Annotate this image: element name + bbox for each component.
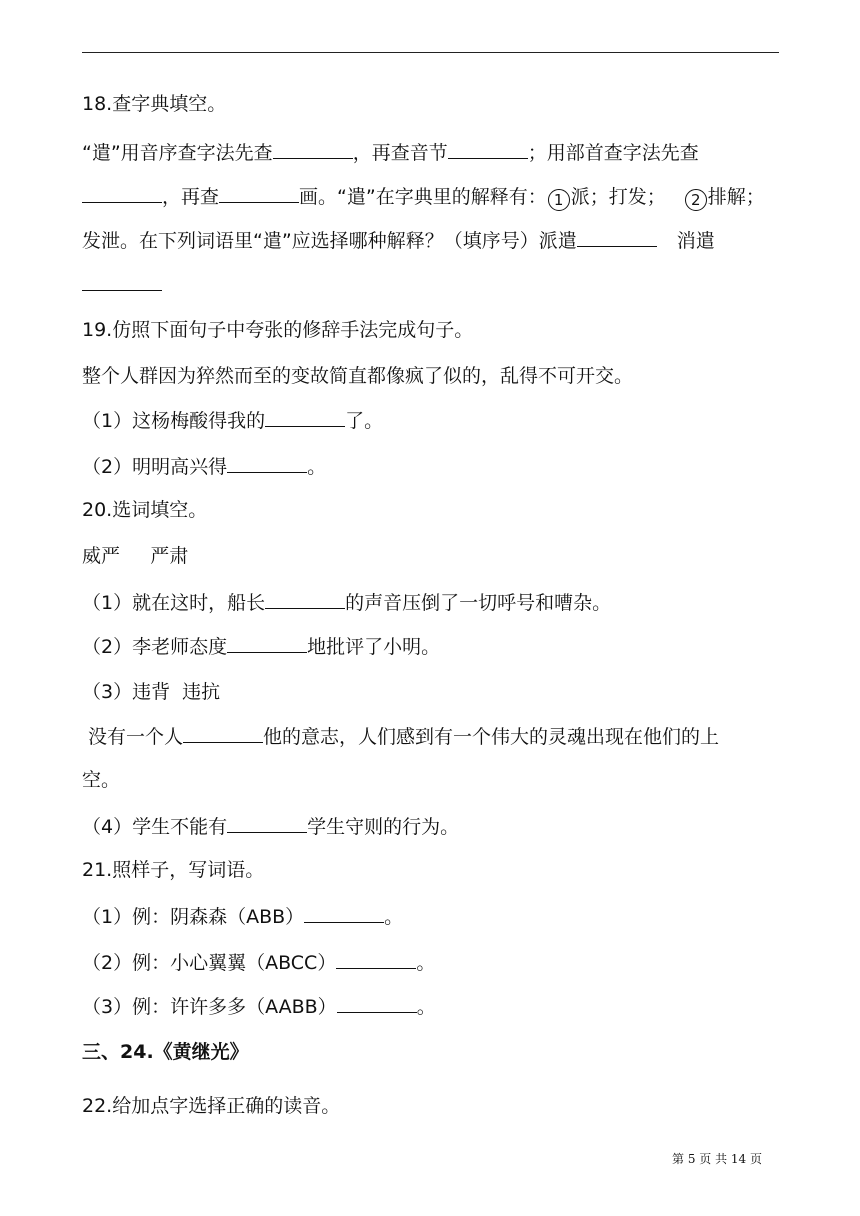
circled-number-2: 2 [685, 189, 707, 211]
q19-title: 19.仿照下面句子中夸张的修辞手法完成句子。 [82, 319, 474, 341]
blank[interactable] [183, 724, 263, 743]
q18-title: 18.查字典填空。 [82, 93, 227, 115]
q20-item-4: （4）学生不能有 学生守则的行为。 [82, 816, 460, 838]
blank[interactable] [577, 228, 657, 247]
circled-number-1: 1 [548, 189, 570, 211]
blank[interactable] [219, 184, 299, 203]
q20-sentence-line-2: 空。 [82, 769, 121, 791]
q22-title: 22.给加点字选择正确的读音。 [82, 1095, 341, 1117]
section-title: 三、24.《黄继光》 [82, 1041, 249, 1063]
blank[interactable] [265, 590, 345, 609]
blank[interactable] [273, 140, 353, 159]
blank[interactable] [227, 454, 307, 473]
q20-item-3: （3）违背 违抗 [82, 681, 221, 703]
q21-title: 21.照样子，写词语。 [82, 859, 265, 881]
blank[interactable] [227, 634, 307, 653]
blank[interactable] [82, 184, 162, 203]
q20-sentence-line-1: 没有一个人 他的意志，人们感到有一个伟大的灵魂出现在他们的上 [82, 726, 720, 748]
q21-item-1: （1）例：阴森森（ABB） 。 [82, 906, 404, 928]
q18-line-4 [82, 272, 162, 297]
q18-line-2: ，再查 画。“遣”在字典里的解释有： 1 派；打发； 2 排解； [82, 184, 765, 211]
blank[interactable] [336, 950, 416, 969]
blank[interactable] [227, 814, 307, 833]
q20-title: 20.选词填空。 [82, 499, 208, 521]
header-rule [82, 52, 779, 53]
blank[interactable] [448, 140, 528, 159]
q18-line-1: “遣”用音序查字法先查 ，再查音节 ；用部首查字法先查 [82, 142, 699, 164]
q19-example: 整个人群因为猝然而至的变故简直都像疯了似的，乱得不可开交。 [82, 365, 634, 387]
q19-item-1: （1）这杨梅酸得我的 了。 [82, 410, 384, 432]
blank[interactable] [337, 994, 417, 1013]
q20-item-1: （1）就在这时，船长 的声音压倒了一切呼号和嘈杂。 [82, 592, 612, 614]
q21-item-2: （2）例：小心翼翼（ABCC） 。 [82, 952, 436, 974]
page-number-footer: 第 5 页 共 14 页 [672, 1152, 762, 1166]
blank[interactable] [82, 272, 162, 291]
q18-line-3: 发泄。在下列词语里“遣”应选择哪种解释？（填序号）派遣 消遣 [82, 230, 715, 252]
blank[interactable] [304, 904, 384, 923]
blank[interactable] [265, 408, 345, 427]
q19-item-2: （2）明明高兴得 。 [82, 456, 327, 478]
q21-item-3: （3）例：许许多多（AABB） 。 [82, 996, 436, 1018]
q20-item-2: （2）李老师态度 地批评了小明。 [82, 636, 441, 658]
q20-word-choices: 威严 严肃 [82, 545, 189, 567]
